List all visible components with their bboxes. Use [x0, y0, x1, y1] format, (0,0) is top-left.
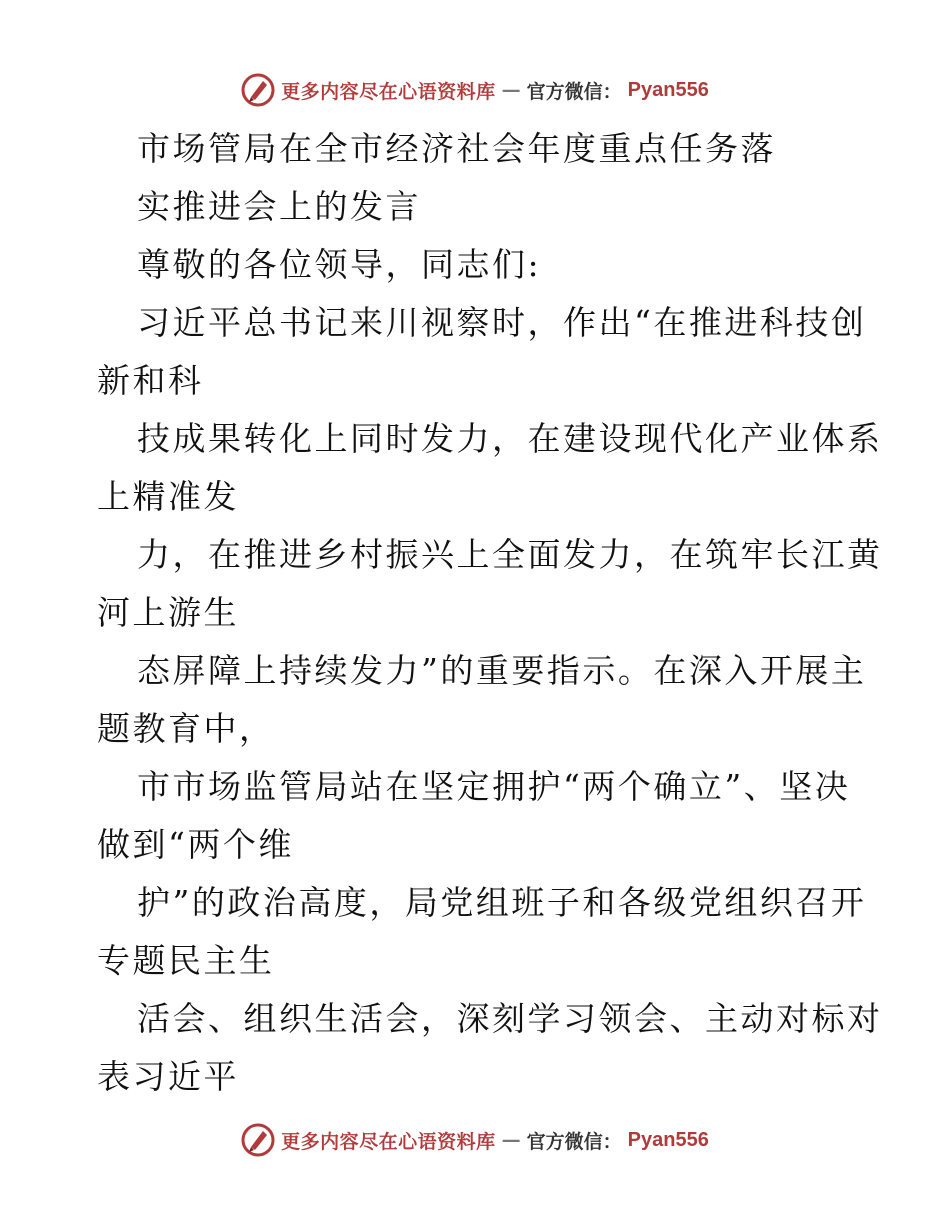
- paragraph-line: 做到“两个维: [97, 825, 294, 864]
- paragraph-line: 表习近平: [97, 1057, 239, 1096]
- paragraph-line: 技成果转化上同时发力，在建设现代化产业体系: [137, 419, 883, 458]
- header-watermark: [0, 70, 950, 110]
- paragraph-line: 护”的政治高度，局党组班子和各级党组织召开: [137, 883, 867, 922]
- paragraph-line: 专题民主生: [97, 941, 275, 980]
- title-line-2: 实推进会上的发言: [137, 187, 421, 226]
- footer-watermark: [0, 1120, 950, 1160]
- watermark-brand: 更多内容尽在心语资料库: [281, 1130, 496, 1153]
- watermark-brand: 更多内容尽在心语资料库: [281, 80, 496, 103]
- paragraph-line: 态屏障上持续发力”的重要指示。在深入开展主: [137, 651, 867, 690]
- watermark-wechat-id: Pyan556: [627, 78, 709, 101]
- watermark-wechat-label: 官方微信：: [526, 80, 622, 103]
- paragraph-line: 力，在推进乡村振兴上全面发力，在筑牢长江黄: [137, 535, 883, 574]
- paragraph-line: 新和科: [97, 361, 204, 400]
- watermark-wechat-id: Pyan556: [627, 1128, 709, 1151]
- paragraph-line: 河上游生: [97, 593, 239, 632]
- paragraph-line: 活会、组织生活会，深刻学习领会、主动对标对: [137, 999, 883, 1038]
- paragraph-line: 上精准发: [97, 477, 239, 516]
- watermark-separator: —: [501, 79, 521, 101]
- pen-nib-logo-icon: [241, 73, 275, 107]
- document-body: [97, 120, 883, 1106]
- paragraph-line: 题教育中，: [97, 709, 275, 748]
- title-line-1: 市场管局在全市经济社会年度重点任务落: [137, 129, 776, 168]
- pen-nib-logo-icon: [241, 1123, 275, 1157]
- watermark-separator: —: [501, 1129, 521, 1151]
- salutation: 尊敬的各位领导，同志们:: [137, 245, 542, 284]
- paragraph-line: 市市场监管局站在坚定拥护“两个确立”、坚决: [137, 767, 851, 806]
- paragraph-line: 习近平总书记来川视察时，作出“在推进科技创: [137, 303, 867, 342]
- watermark-wechat-label: 官方微信：: [526, 1130, 622, 1153]
